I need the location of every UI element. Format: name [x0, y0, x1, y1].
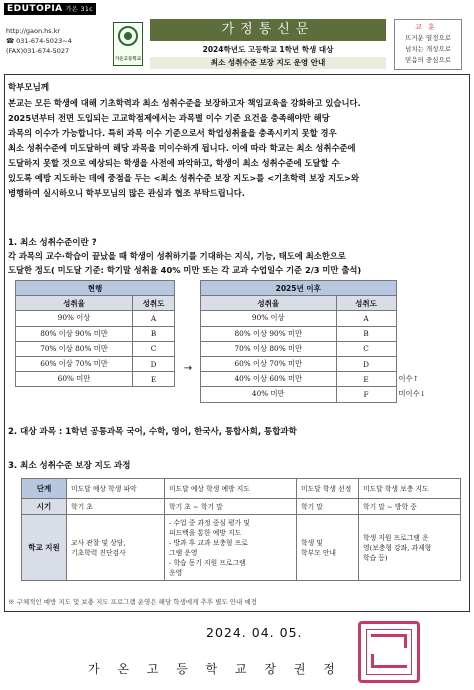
- footnote: ※ 구체적인 예방 지도 및 보충 지도 프로그램 운영은 해당 학생에게 추후 별도 안내 예정: [8, 598, 257, 606]
- period-cell: 학기 초 ~ 학기 말: [165, 499, 297, 515]
- grade-cell: C: [336, 341, 396, 356]
- period-cell: 학기 말 ~ 방학 중: [359, 499, 461, 515]
- grade-cell: E: [336, 372, 396, 387]
- rate-cell: 70% 이상 80% 미만: [16, 341, 133, 356]
- column-header: 성취도: [133, 296, 175, 311]
- section1-heading: 1. 최소 성취수준이란 ?: [8, 238, 97, 248]
- grade-cell: C: [133, 341, 175, 356]
- table-row: [201, 356, 439, 371]
- brand-name: EDUTOPIA: [7, 4, 63, 14]
- table-row: [201, 372, 439, 387]
- stage-cell: 미도달 예상 학생 파악: [67, 479, 165, 499]
- motto-heading: 교훈: [415, 23, 441, 31]
- column-header: 성취율: [16, 296, 133, 311]
- future-grade-table: [200, 280, 438, 403]
- support-line: 기초학력 진단검사: [71, 548, 126, 557]
- school-logo-icon: [113, 22, 143, 66]
- row-label: 시기: [22, 499, 67, 515]
- support-line: 학습 등): [363, 553, 388, 562]
- table-row: [16, 356, 175, 371]
- rate-cell: 40% 미만: [201, 387, 337, 402]
- support-line: 교사 관찰 및 상담,: [71, 538, 126, 547]
- period-cell: 학기 말: [297, 499, 359, 515]
- grade-cell: D: [336, 356, 396, 371]
- pass-note: 이수↑: [396, 372, 438, 387]
- rate-cell: 70% 이상 80% 미만: [201, 341, 337, 356]
- letter-body: [8, 96, 470, 201]
- grade-cell: E: [133, 372, 175, 387]
- support-cell: [297, 515, 359, 581]
- letter-line: 본교는 모든 학생에 대해 기초학력과 최소 성취수준을 보장하고자 책임교육을 강화하고 있습니다.: [8, 98, 361, 108]
- support-line: 운영: [169, 568, 183, 577]
- pass-note: [396, 341, 438, 356]
- rate-cell: 80% 이상 90% 미만: [201, 326, 337, 341]
- letter-line: 최소 성취수준에 미도달하여 해당 과목을 미이수하게 됩니다. 이에 따라 학교는 최소 성취수준에: [8, 143, 356, 153]
- column-header: 성취도: [336, 296, 396, 311]
- school-fax: (FAX)031-674-5027: [6, 47, 70, 55]
- letter-line: 병행하여 실시하오니 학부모님의 많은 관심과 협조 부탁드립니다.: [8, 188, 245, 198]
- subtitle-topic: 최소 성취수준 보장 지도 운영 안내: [150, 57, 386, 69]
- logo-label: 가온고등학교: [114, 57, 142, 62]
- support-cell: [359, 515, 461, 581]
- column-header: 성취율: [201, 296, 337, 311]
- letter-line: 2025년부터 전면 도입되는 고교학점제에서는 과목별 이수 기준 요건을 충족해야만 해당: [8, 113, 330, 123]
- process-table: [21, 478, 461, 581]
- grade-cell: A: [133, 311, 175, 326]
- rate-cell: 90% 이상: [201, 311, 337, 326]
- support-line: 학생 지원 프로그램 운: [363, 533, 429, 542]
- support-cell: [67, 515, 165, 581]
- definition: [8, 249, 361, 277]
- issue-date: 2024. 04. 05.: [206, 625, 303, 640]
- support-line: - 수업 중 과정 중심 평가 및: [169, 518, 250, 527]
- current-table-title: 현행: [16, 281, 175, 296]
- grade-cell: F: [336, 387, 396, 402]
- current-grade-table: [15, 280, 175, 387]
- table-row: [16, 372, 175, 387]
- subtitle-target: 2024학년도 고등학교 1학년 학생 대상: [202, 45, 334, 54]
- support-line: 그램 운영: [169, 548, 198, 557]
- definition-line: 각 과목의 교수·학습이 끝났을 때 학생이 성취하기를 기대하는 지식, 기능, 태도에 최소한으로: [8, 251, 346, 261]
- table-row: [201, 341, 439, 356]
- greeting: 학부모님께: [8, 83, 50, 93]
- school-url[interactable]: http://gaon.hs.kr: [6, 27, 61, 35]
- rate-cell: 80% 이상 90% 미만: [16, 326, 133, 341]
- rate-cell: 90% 이상: [16, 311, 133, 326]
- letter-line: 과목의 이수가 가능합니다. 특히 과목 이수 기준으로서 학업성취율을 충족시키지 못할 경우: [8, 128, 337, 138]
- section2-heading: 2. 대상 과목 : 1학년 공통과목 국어, 수학, 영어, 한국사, 통합사회, 통합과학: [8, 427, 297, 437]
- support-line: 학생 및: [301, 538, 323, 547]
- support-line: 피드백을 통한 예방 지도: [169, 528, 242, 537]
- table-row: [22, 515, 461, 581]
- arrow-right-icon: →: [183, 363, 193, 374]
- pass-note: [396, 326, 438, 341]
- definition-line: 도달한 정도( 미도달 기준: 학기말 성취율 40% 미만 또는 각 교과 수업일수 기준 2/3 미만 출석): [8, 265, 362, 275]
- support-line: 학부모 안내: [301, 548, 336, 557]
- support-line: 영(보충형 강좌, 과제형: [363, 543, 432, 552]
- table-row: [16, 341, 175, 356]
- table-row: [22, 499, 461, 515]
- pass-note: [396, 356, 438, 371]
- rate-cell: 60% 이상 70% 미만: [201, 356, 337, 371]
- official-seal-icon: [358, 621, 420, 683]
- rate-cell: 40% 이상 60% 미만: [201, 372, 337, 387]
- grade-cell: B: [133, 326, 175, 341]
- future-table-title: 2025년 이후: [201, 281, 397, 296]
- support-cell: [165, 515, 297, 581]
- row-label: 단계: [22, 479, 67, 499]
- stage-cell: 미도달 예상 학생 예방 지도: [165, 479, 297, 499]
- brand-badge: [4, 3, 96, 15]
- letter-line: 있도록 예방 지도하는 데에 중점을 두는 <최소 성취수준 보장 지도>를 <기초학력 보장 지도>와: [8, 173, 360, 183]
- support-line: - 방과 후 교과 보충형 프로: [169, 538, 248, 547]
- stage-cell: 미도달 학생 선정: [297, 479, 359, 499]
- stage-cell: 미도달 학생 보충 지도: [359, 479, 461, 499]
- support-line: - 학습 동기 지원 프로그램: [169, 558, 246, 567]
- grade-cell: B: [336, 326, 396, 341]
- rate-cell: 60% 미만: [16, 372, 133, 387]
- grade-cell: A: [336, 311, 396, 326]
- motto-line: 뜨거운 열정으로: [404, 34, 452, 42]
- table-row: [201, 326, 439, 341]
- page-title: 가정통신문: [150, 19, 386, 41]
- grade-cell: D: [133, 356, 175, 371]
- school-tel: ☎ 031-674-5023~4: [6, 37, 72, 45]
- letter-line: 도달하지 못할 것으로 예상되는 학생을 사전에 파악하고, 학생이 최소 성취수준에 도달할 수: [8, 158, 340, 168]
- pass-note: [396, 311, 438, 326]
- motto-line: 믿음의 중심으로: [404, 56, 452, 64]
- brand-sub: 가온 31c: [65, 6, 94, 13]
- table-row: [16, 311, 175, 326]
- pass-note: 미이수↓: [396, 387, 438, 402]
- table-row: [201, 387, 439, 402]
- table-row: [201, 311, 439, 326]
- table-row: [22, 479, 461, 499]
- rate-cell: 60% 이상 70% 미만: [16, 356, 133, 371]
- row-label: 학교 지원: [22, 515, 67, 581]
- principal-signature: 가 온 고 등 학 교 장 권 정: [88, 662, 342, 676]
- period-cell: 학기 초: [67, 499, 165, 515]
- section3-heading: 3. 최소 성취수준 보장 지도 과정: [8, 461, 131, 471]
- school-motto: [394, 19, 462, 70]
- table-row: [16, 326, 175, 341]
- contact-info: [6, 26, 72, 56]
- motto-line: 넘치는 개성으로: [404, 45, 452, 53]
